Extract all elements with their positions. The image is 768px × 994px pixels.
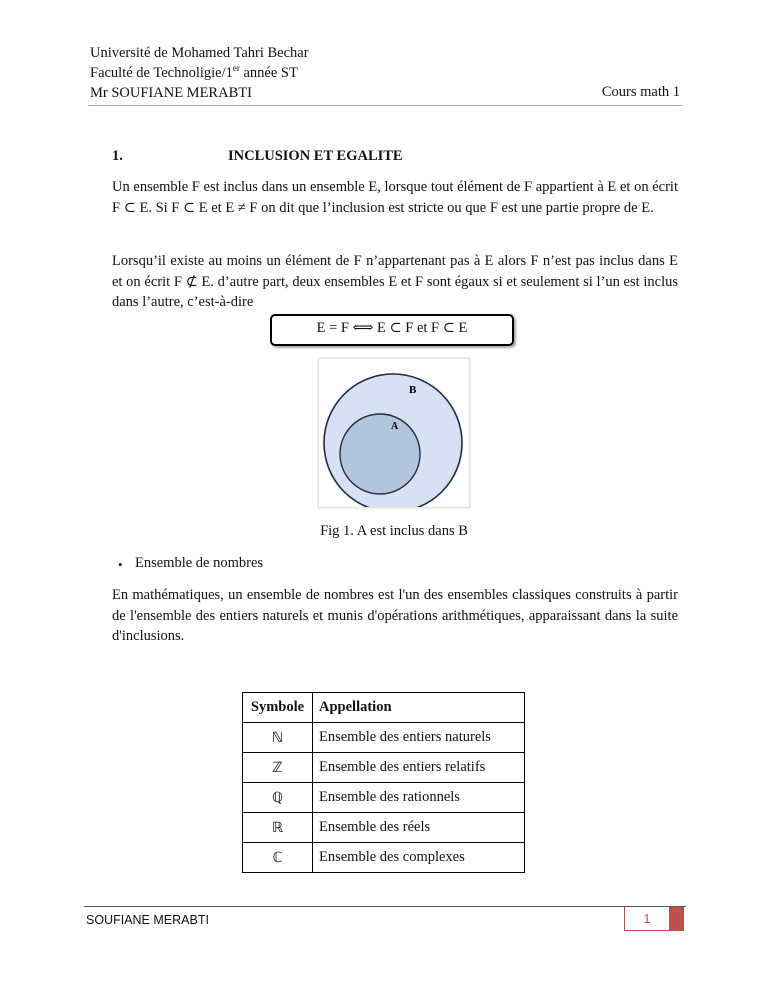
- table-cell-name: Ensemble des rationnels: [313, 783, 525, 813]
- table-cell-name: Ensemble des complexes: [313, 843, 525, 873]
- table-header-name: Appellation: [313, 693, 525, 723]
- header-faculty-sup: er: [232, 63, 240, 74]
- section-number: 1.: [112, 148, 123, 164]
- table-header-row: [243, 693, 525, 723]
- header-faculty-prefix: Faculté de Technoligie/1: [90, 65, 233, 81]
- table-cell-symbol: ℚ: [243, 783, 313, 813]
- page-number: 1: [643, 912, 651, 926]
- page-number-tab: [670, 907, 684, 931]
- header-divider: [88, 105, 682, 106]
- table-cell-symbol: ℝ: [243, 813, 313, 843]
- paragraph-equality: Lorsqu’il existe au moins un élément de F n’appartenant pas à E alors F n’est pas inclus dans E et on écrit F ⊄ E. d’autre part, deux ensembles E et F sont égaux si et seulement si l’un est inclus dans l’autre, c’est-à-dire: [112, 253, 678, 310]
- table-cell-name: Ensemble des réels: [313, 813, 525, 843]
- footer-author: SOUFIANE MERABTI: [86, 913, 209, 927]
- header-author: Mr SOUFIANE MERABTI: [90, 85, 252, 101]
- set-a-label: A: [391, 421, 399, 432]
- bullet-icon: •: [118, 557, 123, 572]
- table-row: [243, 723, 525, 753]
- table-row: [243, 783, 525, 813]
- figure-caption: [0, 523, 768, 540]
- header-faculty: [90, 64, 298, 83]
- table-row: [243, 843, 525, 873]
- header-university: Université de Mohamed Tahri Bechar: [90, 45, 309, 61]
- venn-figure: [318, 358, 470, 508]
- header-faculty-suffix: année ST: [239, 65, 298, 81]
- figure-caption-text: Fig 1. A est inclus dans B: [320, 523, 468, 539]
- set-a-circle: [340, 414, 420, 494]
- header-course: Cours math 1: [601, 84, 680, 100]
- bullet-heading: Ensemble de nombres: [135, 555, 264, 571]
- footer-divider: [84, 906, 686, 907]
- table-cell-name: Ensemble des entiers relatifs: [313, 753, 525, 783]
- table-cell-symbol: ℂ: [243, 843, 313, 873]
- paragraph-numbers: En mathématiques, un ensemble de nombres est l'un des ensembles classiques construits à partir de l'ensemble des entiers naturels et munis d'opérations arithmétiques, apparaissant dans la suite d'inclusions.: [112, 587, 678, 644]
- paragraph-inclusion: Un ensemble F est inclus dans un ensemble E, lorsque tout élément de F appartient à E et on écrit F ⊂ E. Si F ⊂ E et E ≠ F on dit que l’inclusion est stricte ou que F est une partie propre de E.: [112, 179, 678, 216]
- table-header-symbol: Symbole: [243, 693, 313, 723]
- table-cell-symbol: ℤ: [243, 753, 313, 783]
- table-cell-symbol: ℕ: [243, 723, 313, 753]
- table-row: [243, 753, 525, 783]
- section-title: INCLUSION ET EGALITE: [228, 148, 403, 164]
- formula-text: E = F ⟺ E ⊂ F et F ⊂ E: [316, 320, 468, 336]
- number-sets-table: [242, 692, 525, 873]
- set-b-label: B: [409, 384, 417, 396]
- table-cell-name: Ensemble des entiers naturels: [313, 723, 525, 753]
- table-row: [243, 813, 525, 843]
- venn-diagram: [319, 359, 469, 507]
